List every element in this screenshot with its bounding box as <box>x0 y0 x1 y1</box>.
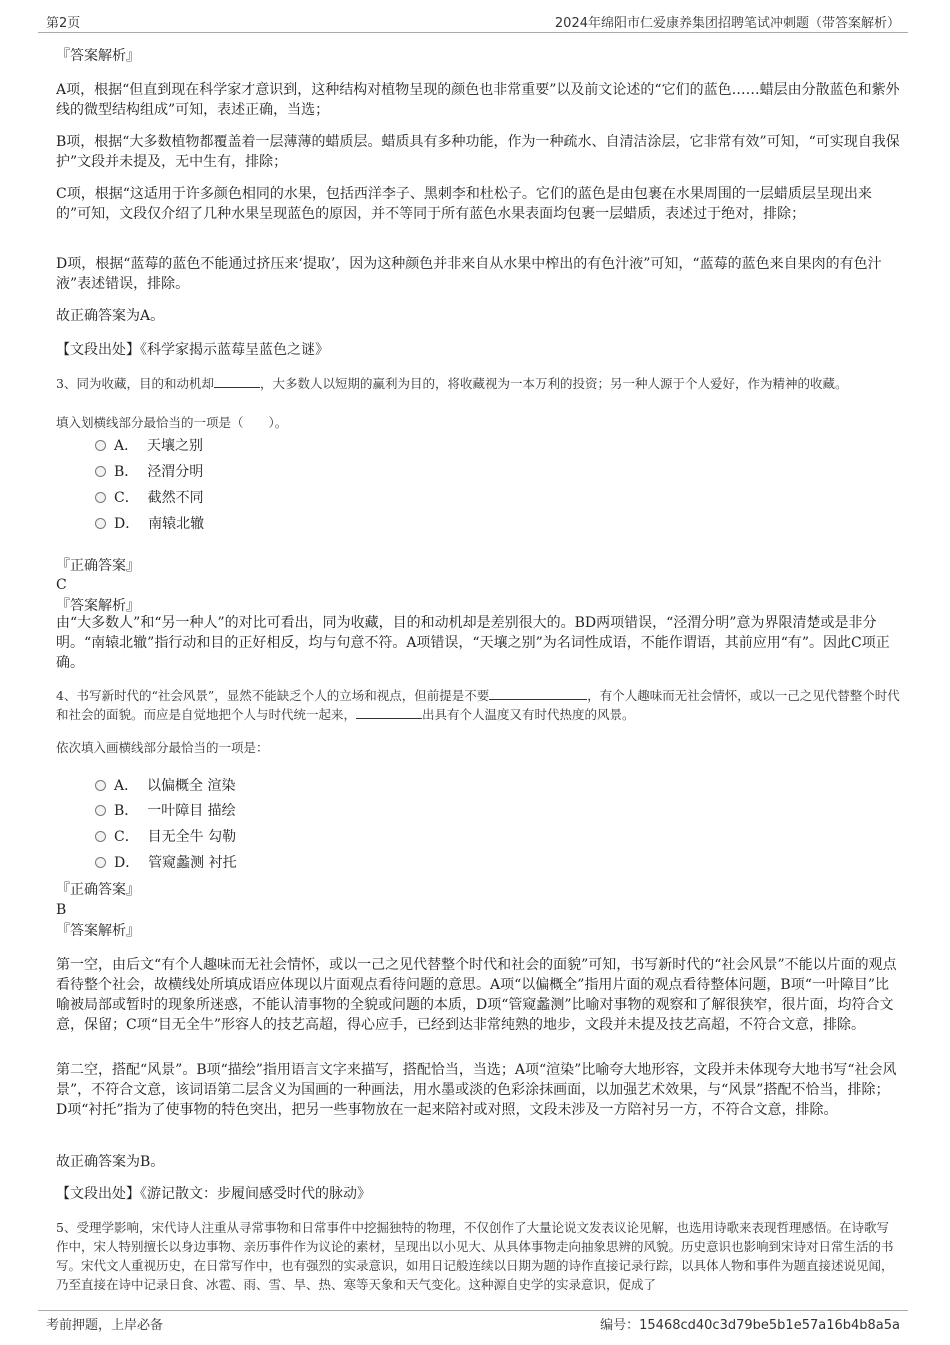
option-text: 以偏概全 渲染 <box>147 778 236 794</box>
radio-icon[interactable] <box>95 492 106 503</box>
q3-option-b[interactable] <box>95 462 203 482</box>
q4-option-d[interactable] <box>95 853 237 873</box>
q3-answer-title: 『正确答案』 <box>56 558 140 574</box>
page-number: 第2页 <box>46 16 81 31</box>
q4-blank-2 <box>356 706 422 719</box>
q4-option-a[interactable] <box>95 776 235 796</box>
q2-source: 【文段出处】《科学家揭示蓝莓呈蓝色之谜》 <box>56 342 329 358</box>
option-text: 截然不同 <box>147 490 204 506</box>
option-text: 泾渭分明 <box>147 464 204 480</box>
footer-slogan: 考前押题，上岸必备 <box>46 1318 164 1333</box>
option-letter: D． <box>114 516 140 532</box>
q4-stem-part-3: 出具有个人温度又有时代热度的风景。 <box>422 707 635 722</box>
q3-option-d[interactable] <box>95 514 204 534</box>
q3-option-a[interactable] <box>95 436 203 456</box>
radio-icon[interactable] <box>95 780 106 791</box>
q4-source: 【文段出处】《游记散文：步履间感受时代的脉动》 <box>56 1186 371 1202</box>
footer-divider <box>38 1310 908 1311</box>
q4-blank-1 <box>489 687 587 700</box>
q3-instruction: 填入划横线部分最恰当的一项是（ ）。 <box>56 415 288 430</box>
radio-icon[interactable] <box>95 466 106 477</box>
radio-icon[interactable] <box>95 440 106 451</box>
q3-stem-part-1: 3、同为收藏，目的和动机却 <box>56 376 214 391</box>
option-letter: A． <box>114 438 139 454</box>
option-letter: B． <box>114 464 139 480</box>
q4-analysis-para-2: 第二空，搭配“风景”。B项“描绘”指用语言文字来描写，搭配恰当，当选；A项“渲染”比喻夸大地形容，文段并未体现夸大地书写“社会风景”，不符合文意，该词语第二层含义为国画的一种画法，用水墨或淡的色彩涂抹画面，以加强艺术效果，与“风景”搭配不恰当，排除；D项“衬托”指为了使事物的特色突出，把另一些事物放在一起来陪衬或对照，文段未涉及一方陪衬另一方，不符合文意，排除。 <box>56 1062 897 1118</box>
q3-option-c[interactable] <box>95 488 204 508</box>
q4-stem <box>56 686 900 724</box>
option-letter: C． <box>114 490 139 506</box>
radio-icon[interactable] <box>95 805 106 816</box>
option-text: 天壤之别 <box>147 438 204 454</box>
option-letter: C． <box>114 829 139 845</box>
option-text: 管窥蠡测 衬托 <box>148 855 237 871</box>
header-divider <box>38 32 908 33</box>
q3-answer: C <box>56 577 67 593</box>
option-letter: A． <box>114 778 139 794</box>
q3-stem-part-2: ，大多数人以短期的赢利为目的，将收藏视为一本万利的投资；另一种人源于个人爱好，作为精神的收藏。 <box>259 376 848 391</box>
q4-analysis-title: 『答案解析』 <box>56 923 140 939</box>
option-letter: B． <box>114 803 139 819</box>
q4-answer: B <box>56 902 67 918</box>
q4-stem-part-1: 4、书写新时代的“社会风景”，显然不能缺乏个人的立场和视点，但前提是不要 <box>56 688 490 703</box>
q2-analysis-para-c: C项，根据“这适用于许多颜色相同的水果，包括西洋李子、黑刺李和杜松子。它们的蓝色是由包裹在水果周围的一层蜡质层呈现出来的”可知，文段仅介绍了几种水果呈现蓝色的原因，并不等同于所有蓝色水果表面均包裹一层蜡质，表述过于绝对，排除； <box>56 186 872 222</box>
q5-stem: 5、受理学影响，宋代诗人注重从寻常事物和日常事件中挖掘独特的物理，不仅创作了大量论说文发表议论见解，也选用诗歌来表现哲理感悟。在诗歌写作中，宋人特别擅长以身边事物、亲历事件作为议论的素材，呈现出以小见大、从具体事物走向抽象思辨的风貌。历史意识也影响到宋诗对日常生活的书写。宋代文人重视历史，在日常写作中，也有强烈的实录意识，如用日记般连续以日期为题的诗作直接记录行踪，以具体人物和事件为题直接述说见闻，乃至直接在诗中记录日食、冰雹、雨、雪、旱、热、寒等天象和天气变化。这种源自史学的实录意识，促成了 <box>56 1220 894 1292</box>
q2-analysis-para-a: A项，根据“但直到现在科学家才意识到，这种结构对植物呈现的颜色也非常重要”以及前文论述的“它们的蓝色……蜡层由分散蓝色和紫外线的微型结构组成”可知，表述正确，当选； <box>56 82 900 118</box>
document-id: 编号：15468cd40c3d79be5b1e57a16b4b8a5a <box>600 1318 900 1333</box>
q2-analysis-para-b: B项，根据“大多数植物都覆盖着一层薄薄的蜡质层。蜡质具有多种功能，作为一种疏水、自清洁涂层，它非常有效”可知，“可实现自我保护”文段并未提及，无中生有，排除； <box>56 134 900 170</box>
q4-answer-title: 『正确答案』 <box>56 882 140 898</box>
q4-option-c[interactable] <box>95 827 236 847</box>
q2-analysis-title: 『答案解析』 <box>56 48 140 64</box>
option-letter: D． <box>114 855 140 871</box>
q3-blank <box>214 375 260 388</box>
option-text: 南辕北辙 <box>148 516 205 532</box>
page-header <box>38 12 908 32</box>
q4-stem-part-2: ，有个人趣味而无社会情怀，或以一己之见代替整个时代和社会的面貌。而应是自觉地把个人与时代统一起来， <box>56 688 900 722</box>
q4-conclusion: 故正确答案为B。 <box>56 1154 165 1170</box>
option-text: 一叶障目 描绘 <box>147 803 236 819</box>
q3-analysis: 由“大多数人”和“另一种人”的对比可看出，同为收藏，目的和动机却是差别很大的。BD两项错误，“泾渭分明”意为界限清楚或是非分明。“南辕北辙”指行动和目的正好相反，均与句意不符。A项错误，“天壤之别”为名词性成语，不能作谓语，其前应用“有”。因此C项正确。 <box>56 615 890 671</box>
q4-analysis-para-1: 第一空，由后文“有个人趣味而无社会情怀，或以一己之见代替整个时代和社会的面貌”可知，书写新时代的“社会风景”不能以片面的观点看待整个社会，故横线处所填成语应体现以片面观点看待问题的意思。A项“以偏概全”指用片面的观点看待整体问题，B项“一叶障目”比喻被局部或暂时的现象所迷惑，不能认清事物的全貌或问题的本质，D项“管窥蠡测”比喻对事物的观察和了解很狭窄，很片面，均符合文意，保留；C项“目无全牛”形容人的技艺高超，得心应手，已经到达非常纯熟的地步，文段并未提及技艺高超，不符合文意，排除。 <box>56 957 897 1033</box>
q2-analysis-para-d: D项，根据“蓝莓的蓝色不能通过挤压来‘提取’，因为这种颜色并非来自从水果中榨出的有色汁液”可知，“蓝莓的蓝色来自果肉的有色汁液”表述错误，排除。 <box>56 256 882 292</box>
q4-instruction: 依次填入画横线部分最恰当的一项是： <box>56 740 269 755</box>
radio-icon[interactable] <box>95 831 106 842</box>
q3-stem <box>56 374 900 393</box>
option-text: 目无全牛 勾勒 <box>147 829 237 845</box>
q2-conclusion: 故正确答案为A。 <box>56 308 165 324</box>
radio-icon[interactable] <box>95 518 106 529</box>
document-title: 2024年绵阳市仁爱康养集团招聘笔试冲刺题（带答案解析） <box>554 16 900 31</box>
radio-icon[interactable] <box>95 857 106 868</box>
q4-option-b[interactable] <box>95 801 236 821</box>
q3-analysis-title: 『答案解析』 <box>56 598 140 614</box>
